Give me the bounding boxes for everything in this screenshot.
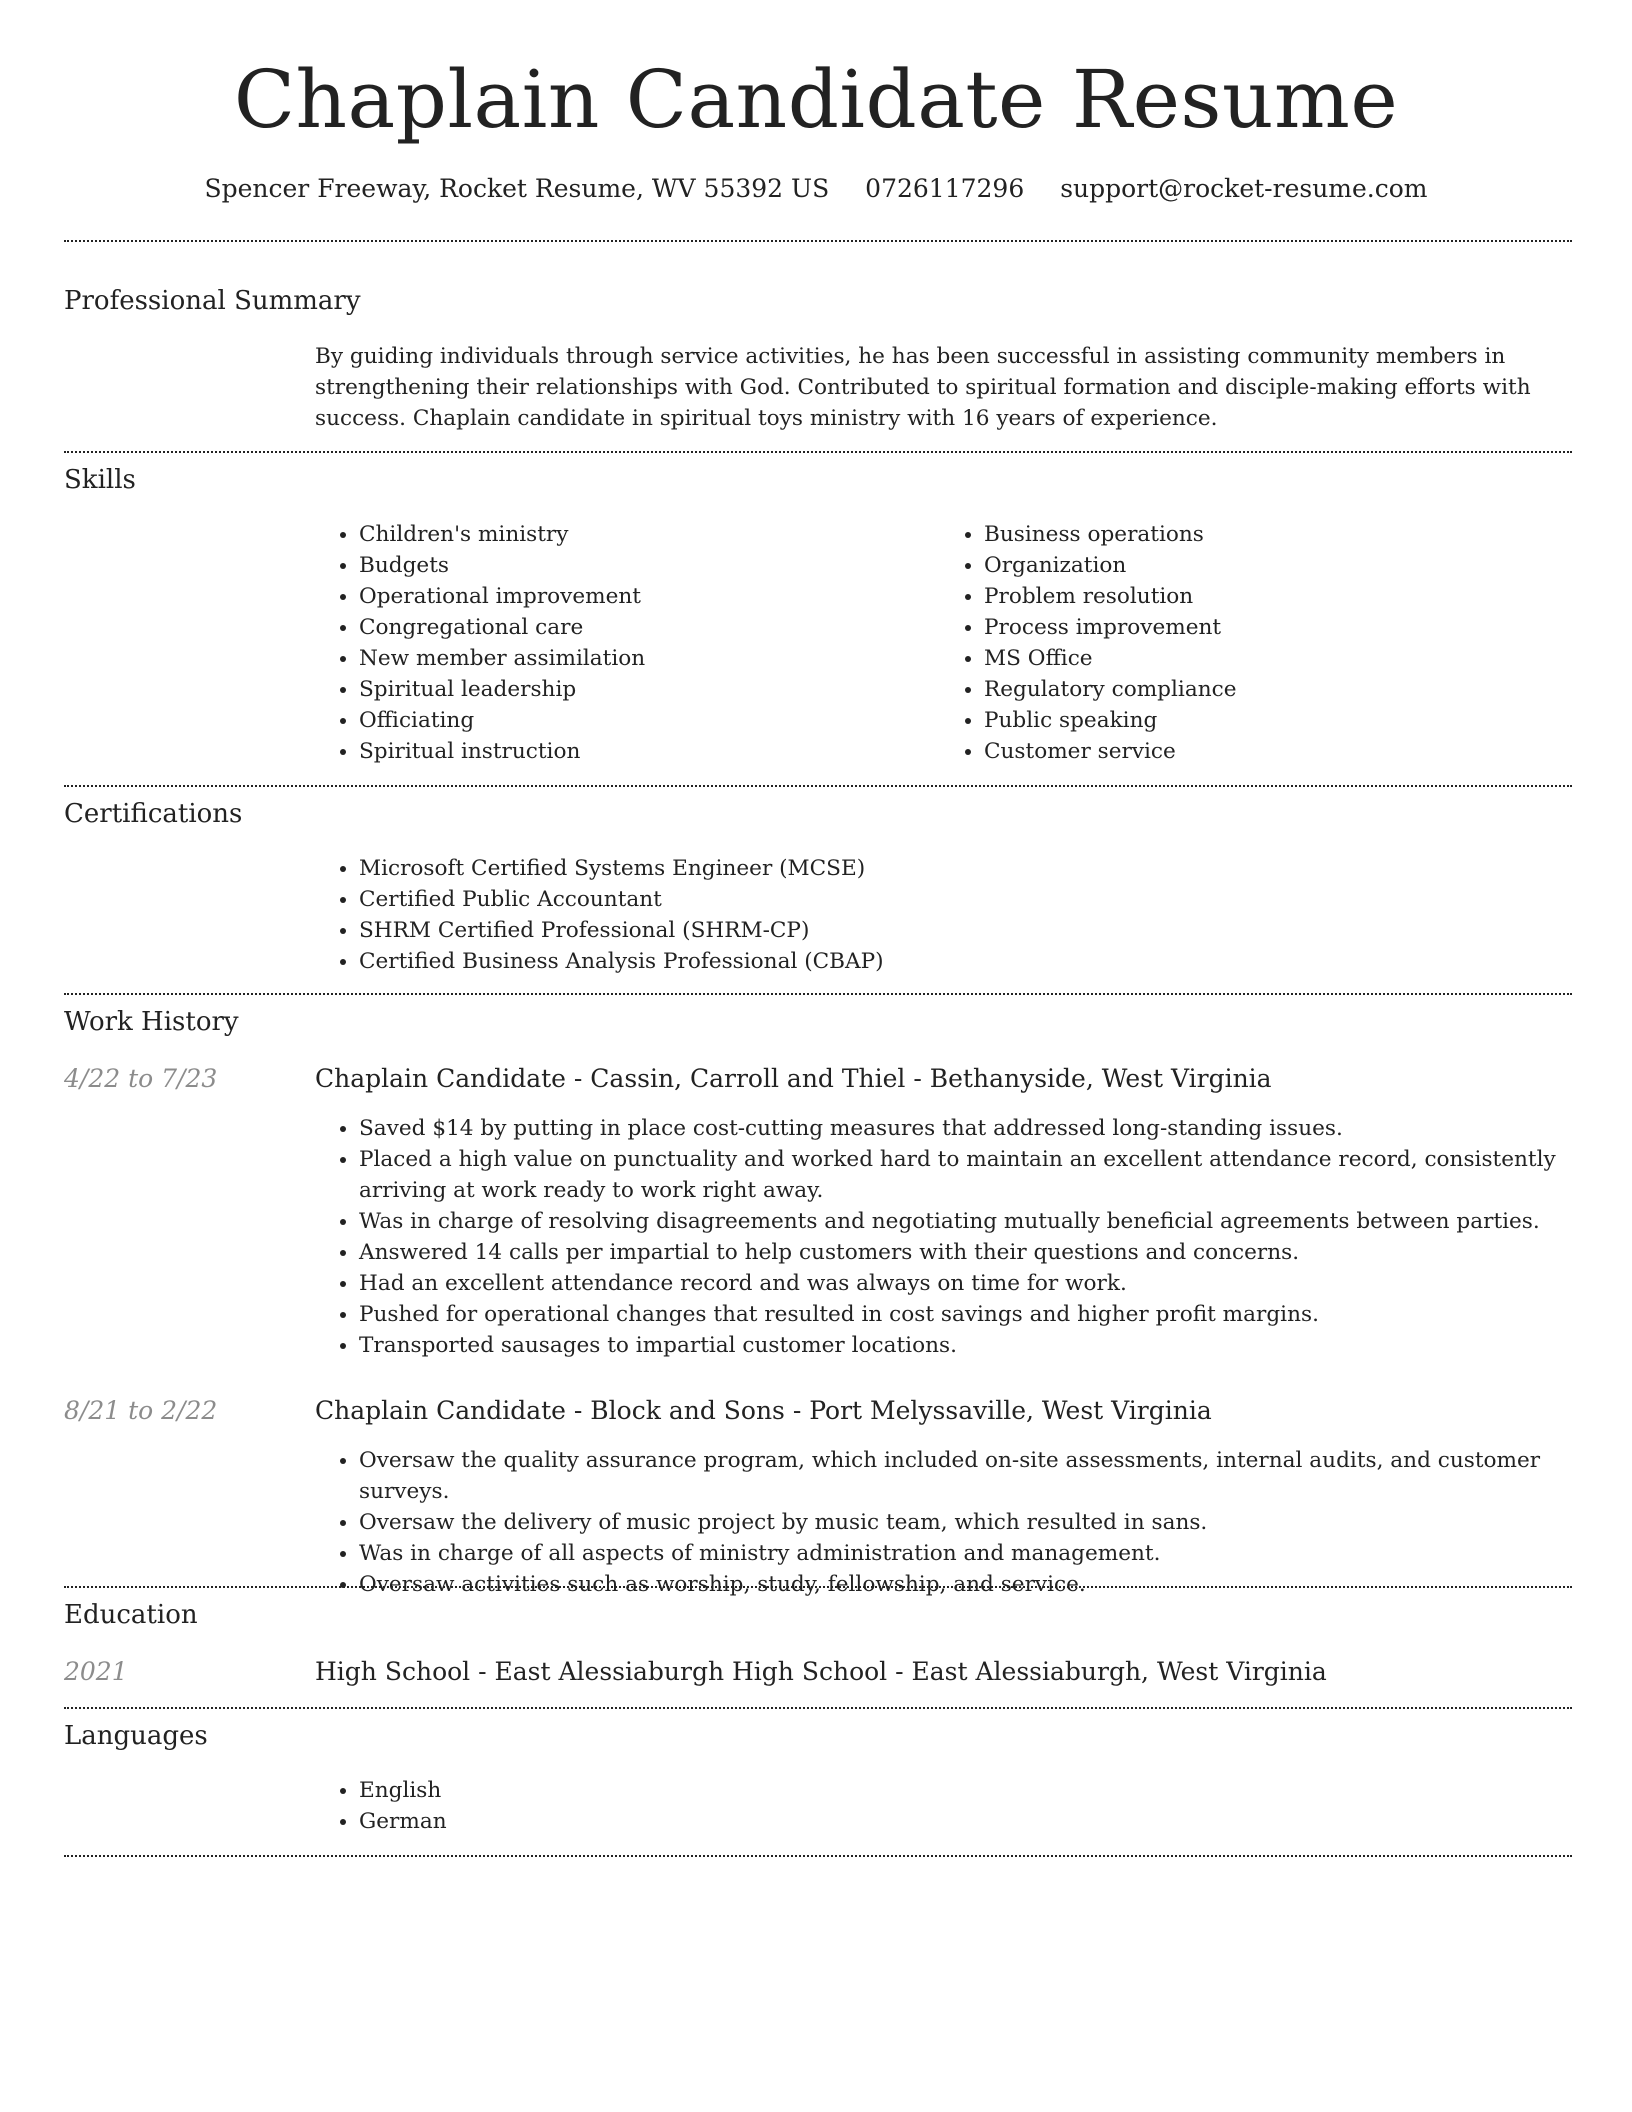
summary-text: By guiding individuals through service activities, he has been successful in assisting community members in strengthening their relationships with God. Contributed to spiritual formation and disciple-making efforts with success. Chaplain candidate in spiritual toys ministry with 16 years of experience. (315, 344, 1531, 431)
certifications-block (315, 853, 1565, 977)
language-item: • German (359, 1806, 1565, 1837)
contact-email: support@rocket-resume.com (1060, 174, 1428, 203)
section-title-education: Education (64, 1600, 198, 1630)
divider (64, 993, 1572, 995)
skill-item: • Officiating (359, 705, 940, 736)
skill-item: • Process improvement (984, 612, 1565, 643)
skill-item: • Spiritual leadership (359, 674, 940, 705)
job-bullets (315, 1113, 1565, 1361)
skill-item: • Business operations (984, 519, 1565, 550)
education-heading: High School - East Alessiaburgh High School - East Alessiaburgh, West Virginia (315, 1657, 1327, 1686)
divider (64, 451, 1572, 453)
job-bullet: • Answered 14 calls per impartial to help customers with their questions and concerns. (359, 1237, 1565, 1268)
skill-item: • Spiritual instruction (359, 736, 940, 767)
skill-item: • Problem resolution (984, 581, 1565, 612)
divider (64, 1855, 1572, 1857)
skill-item: • New member assimilation (359, 643, 940, 674)
job-dates: 4/22 to 7/23 (64, 1064, 218, 1093)
divider (64, 1586, 1572, 1588)
languages-list (315, 1775, 1565, 1837)
section-title-skills: Skills (64, 465, 136, 495)
skill-item: • Customer service (984, 736, 1565, 767)
job-bullet: • Oversaw activities such as worship, study, fellowship, and service. (359, 1569, 1565, 1600)
skill-item: • Public speaking (984, 705, 1565, 736)
certification-item: • SHRM Certified Professional (SHRM-CP) (359, 915, 1565, 946)
divider (64, 785, 1572, 787)
job-bullets (315, 1445, 1565, 1600)
certification-item: • Certified Business Analysis Professional (CBAP) (359, 946, 1565, 977)
contact-line (0, 172, 1632, 206)
section-title-work-history: Work History (64, 1007, 239, 1037)
skill-item: • Regulatory compliance (984, 674, 1565, 705)
skill-item: • Children's ministry (359, 519, 940, 550)
contact-phone: 0726117296 (865, 174, 1025, 203)
skill-item: • Organization (984, 550, 1565, 581)
job-bullet: • Had an excellent attendance record and was always on time for work. (359, 1268, 1565, 1299)
summary-block (315, 341, 1565, 434)
divider (64, 240, 1572, 242)
contact-address: Spencer Freeway, Rocket Resume, WV 55392 US (204, 174, 830, 203)
language-item: • English (359, 1775, 1565, 1806)
job-heading: Chaplain Candidate - Cassin, Carroll and Thiel - Bethanyside, West Virginia (315, 1064, 1272, 1093)
skill-item: • Operational improvement (359, 581, 940, 612)
job-bullet: • Oversaw the quality assurance program, which included on-site assessments, internal audits, and customer surveys. (359, 1445, 1565, 1507)
section-title-summary: Professional Summary (64, 286, 361, 316)
job-bullet: • Oversaw the delivery of music project by music team, which resulted in sans. (359, 1507, 1565, 1538)
certification-item: • Certified Public Accountant (359, 884, 1565, 915)
job-bullet: • Was in charge of all aspects of ministry administration and management. (359, 1538, 1565, 1569)
skill-item: • Budgets (359, 550, 940, 581)
certifications-list (315, 853, 1565, 977)
section-title-certifications: Certifications (64, 799, 243, 829)
job-bullet: • Was in charge of resolving disagreements and negotiating mutually beneficial agreements between parties. (359, 1206, 1565, 1237)
skill-item: • MS Office (984, 643, 1565, 674)
skills-block (315, 519, 1565, 767)
education-year: 2021 (64, 1657, 128, 1686)
job-heading: Chaplain Candidate - Block and Sons - Port Melyssaville, West Virginia (315, 1396, 1212, 1425)
job-bullet: • Saved $14 by putting in place cost-cutting measures that addressed long-standing issues. (359, 1113, 1565, 1144)
job-bullet: • Pushed for operational changes that resulted in cost savings and higher profit margins. (359, 1299, 1565, 1330)
skills-list-left (315, 519, 940, 767)
job-bullets-block (315, 1445, 1565, 1600)
certification-item: • Microsoft Certified Systems Engineer (MCSE) (359, 853, 1565, 884)
resume-title: Chaplain Candidate Resume (233, 53, 1399, 146)
job-bullet: • Transported sausages to impartial customer locations. (359, 1330, 1565, 1361)
skill-item: • Congregational care (359, 612, 940, 643)
job-dates: 8/21 to 2/22 (64, 1396, 218, 1425)
section-title-languages: Languages (64, 1721, 208, 1751)
skills-list-right (940, 519, 1565, 767)
job-bullet: • Placed a high value on punctuality and worked hard to maintain an excellent attendance record, consistently arriving at work ready to work right away. (359, 1144, 1565, 1206)
job-bullets-block (315, 1113, 1565, 1361)
languages-block (315, 1775, 1565, 1837)
divider (64, 1707, 1572, 1709)
